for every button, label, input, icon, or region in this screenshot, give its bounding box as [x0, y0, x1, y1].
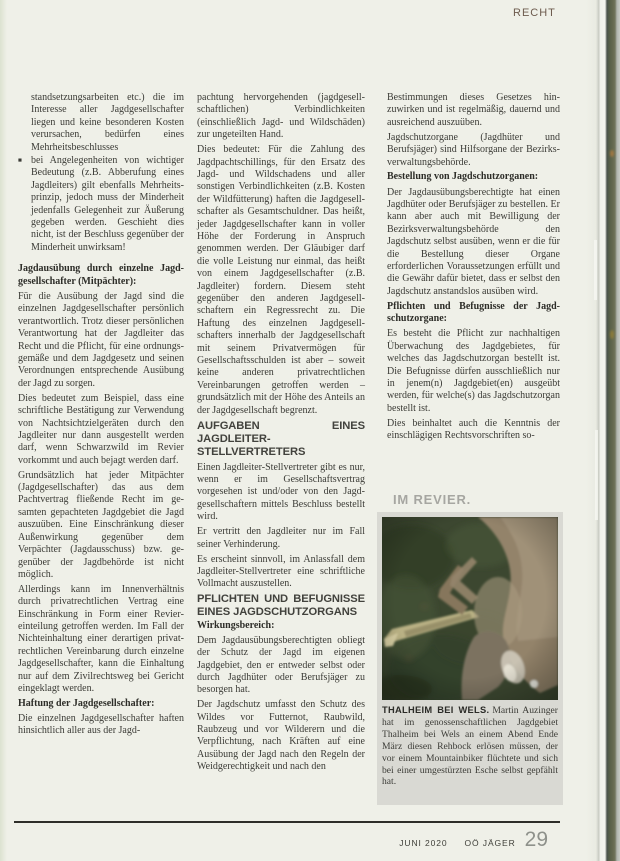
scan-fleck — [610, 330, 614, 339]
scan-fleck — [610, 150, 614, 157]
page-footer — [0, 828, 548, 851]
im-revier-block — [377, 492, 563, 805]
photo-frame — [377, 512, 563, 805]
bullet-square-icon: ■ — [18, 157, 22, 165]
caption-text: Martin Auzinger hat im genossenschaftlichen Jagdgebiet Thalheim bei Wels an einem Abend Ende März diesen Rehbock erlösen müssen, der vor einem Mountainbiker flüchtete und sich bei einer umgestürzten Esche selbst gepfählt hat. — [382, 705, 558, 788]
section-heading: AUFGABEN EINES JAGDLEITER-STELLVERTRETERS — [197, 419, 365, 458]
dead-roebuck-photo — [382, 517, 558, 700]
body-paragraph: Allerdings kann im Innenverhältnis durch privatrechtlichen Vertrag eine Einschränkung in Form einer Reviereinteilung getroffen werden. Im Fall der Nichteinhaltung einer derartigen privatrechtlichen Vereinbarung durch einzelne Jagdgesellschafter, kann die Einhaltung nur auf dem Zivilrechtsweg bei Gericht eingeklagt werden. — [18, 583, 184, 695]
body-paragraph: Dies bedeutet zum Beispiel, dass eine schriftliche Bestätigung zur Verwendung von Nachtsichtzielgeräten durch den Jagdleiter nur dann ausgestellt werden darf, wenn Schwarzwild im Revier vorkommt und auch bejagt werden darf. — [18, 392, 184, 466]
body-paragraph: Der Jagdausübungsberechtigte hat einen Jagdhüter oder Berufsjäger zu bestellen. Er kann aber auch mit Bewilligung der Bezirksverwaltungsbehörde den Jagdschutz selbst ausüben, wenn er die für die Bestellung dieser Organe erforderlichen Voraussetzungen erfüllt und die Gewähr dafür bietet, dass er selbst den Jagdschutz anstandslos ausüben wird. — [387, 186, 560, 297]
footer-page-number: 29 — [524, 828, 548, 851]
footer-issue: JUNI 2020 — [399, 838, 448, 848]
body-paragraph: Einen Jagdleiter-Stellvertreter gibt es nur, wenn er im Gesellschaftsvertrag vorgesehen ist und/oder von den Jagdgesellschaftern mittels Beschluss bestellt wird. — [197, 461, 365, 523]
list-item-text: bei Angelegenheiten von wichtiger Bedeutung (z.B. Abberufung eines Jagdleiters) gilt ebenfalls Mehrheitsprinzip, jedoch muss der Minderheit jedenfalls Gelegenheit zur Äußerung gegeben werden. Geschieht dies nicht, ist der Beschluss gegenüber der Minderheit unwirksam! — [31, 155, 184, 253]
im-revier-heading: IM REVIER. — [393, 492, 472, 507]
body-paragraph: Für die Ausübung der Jagd sind die einzelnen Jagdgesellschafter persönlich verantwortlich. Trotz dieser persönlichen Verantwortung hat der Jagdleiter das Recht und die Pflicht, für eine ordnungsgemäße und dem Jagdgesetz und seinen Verordnungen entsprechende Ausübung der Jagd zu sorgen. — [18, 290, 184, 389]
subsection-heading: Pflichten und Befugnisse der Jagdschutzorgane: — [387, 300, 560, 325]
text-column-2 — [197, 92, 365, 774]
body-paragraph: Es besteht die Pflicht zur nachhaltigen Überwachung des Jagdgebietes, für welches das Jagdschutzorgan bestellt ist. Die Befugnisse dürfen ausschließlich nur in jenem(n) Jagdgebiet(en) ausgeübt werden, für welche(s) das Jagdschutzorgan bestellt ist. — [387, 328, 560, 414]
body-paragraph: pachtung hervorgehenden (jagdgesellschaftlichen) Verbindlichkeiten (einschließlich Jagd- und Wildschäden) zur ungeteilten Hand. — [197, 92, 365, 141]
footer-magazine-name: OÖ JÄGER — [464, 838, 516, 848]
body-paragraph: Der Jagdschutz umfasst den Schutz des Wildes vor Futternot, Raubwild, Raubzeug und vor Wilderern und die Verpflichtung, nach Kräften auf eine Ausübung der Jagd nach den Regeln der Weidgerechtigkeit und nach den — [197, 699, 365, 773]
bullet-placeholder — [18, 92, 31, 154]
scan-streak — [595, 430, 598, 520]
list-item — [18, 155, 184, 254]
subsection-heading: Bestellung von Jagdschutzorganen: — [387, 171, 539, 183]
scan-edge-right — [586, 0, 620, 861]
photo-caption — [382, 705, 558, 788]
scan-edge-left — [0, 0, 7, 861]
body-paragraph: Jagdschutzorgane (Jagdhüter und Berufsjäger) sind Hilfsorgane der Bezirksverwaltungsbehörde. — [387, 131, 560, 168]
body-paragraph: Bestimmungen dieses Gesetzes hinzuwirken und ist regelmäßig, dauernd und ausreichend auszuüben. — [387, 92, 560, 128]
body-paragraph: Es erscheint sinnvoll, im Anlassfall dem Jagdleiter-Stellvertreter eine schriftliche Vollmacht auszustellen. — [197, 553, 365, 590]
list-item-text: standsetzungsarbeiten etc.) die im Interesse aller Jagdgesellschafter liegen und keine besonderen Kosten verursachen, bedürfen eines Mehrheitsbeschlusses — [31, 92, 184, 153]
body-paragraph: Dies bedeutet: Für die Zahlung des Jagdpachtschillings, für den Ersatz des Jagd- und Wildschadens und aller sonstigen Verbindlichkeiten (z.B. Kosten der Wildfütterung) haften die Jagdgesellschafter als Gesamtschuldner. Das heißt, jeder Jagdgesellschafter kann in voller Höhe der Forderung in Anspruch genommen werden. Der Gläubiger darf die volle Leistung nur einmal, das heißt von einem Jagdgesellschafter (z.B. Jagdleiter) fordern. Diesem steht gegenüber den anderen Jagdgesellschaftern ein Regressrecht zu. Die Haftung des einzelnen Jagdgesellschafters innerhalb der Jagdgesellschaft mit seinem Privatvermögen für Gesellschaftsschulden ist aber – soweit keine anderen privatrechtlichen Vereinbarungen getroffen werden – grundsätzlich mit der Höhe des Anteils an der Jagdgesellschaft begrenzt. — [197, 144, 365, 416]
footer-rule — [14, 821, 560, 823]
subsection-heading: Haftung der Jagdgesellschafter: — [18, 697, 155, 709]
body-paragraph: Die einzelnen Jagdgesellschafter haften hinsichtlich aller aus der Jagd- — [18, 713, 184, 737]
subsection-heading: Jagdausübung durch einzelne Jagdgesellschafter (Mitpächter): — [18, 263, 184, 287]
subsection-heading: Wirkungsbereich: — [197, 619, 275, 631]
body-paragraph: Grundsätzlich hat jeder Mitpächter (Jagdgesellschafter) das aus dem Pachtvertrag fließende Recht im gesamten gepachteten Jagdgebiet die Jagd auszuüben. Eine Einschränkung dieser Außenwirkung gegenüber dem Verpächter (Jagdausschuss) bzw. gegenüber der Jagdbehörde ist nicht möglich. — [18, 469, 184, 580]
scan-streak — [594, 240, 597, 300]
text-column-1 — [18, 92, 184, 738]
section-heading: PFLICHTEN UND BEFUGNISSE EINES JAGDSCHUTZORGANS — [197, 593, 365, 619]
caption-lead: THALHEIM BEI WELS. — [382, 705, 490, 715]
text-column-3 — [387, 92, 560, 443]
body-paragraph: Dies beinhaltet auch die Kenntnis der einschlägigen Rechtsvorschriften so- — [387, 417, 560, 442]
body-paragraph: Dem Jagdausübungsberechtigten obliegt der Schutz der Jagd im eigenen Jagdgebiet, den er entweder selbst oder durch Jagdhüter oder Berufsjäger zu besorgen hat. — [197, 634, 365, 696]
list-item — [18, 92, 184, 154]
section-kicker: RECHT — [513, 7, 556, 19]
body-paragraph: Er vertritt den Jagdleiter nur im Fall seiner Verhinderung. — [197, 526, 365, 550]
